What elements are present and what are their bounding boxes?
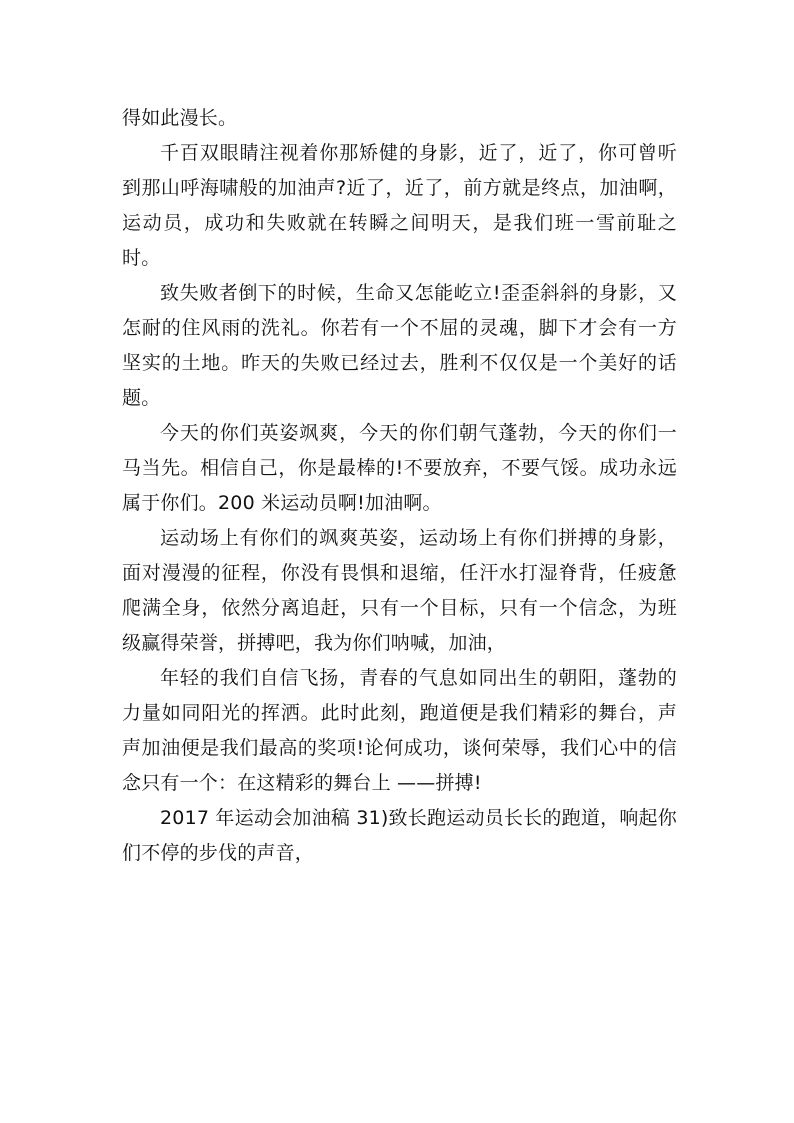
document-body bbox=[122, 101, 677, 871]
paragraph-4: 今天的你们英姿飒爽，今天的你们朝气蓬勃，今天的你们一马当先。相信自己，你是最棒的!不要放弃，不要气馁。成功永远属于你们。200 米运动员啊!加油啊。 bbox=[122, 422, 677, 514]
paragraph-1: 得如此漫长。 bbox=[122, 107, 238, 129]
paragraph-5: 运动场上有你们的飒爽英姿，运动场上有你们拼搏的身影，面对漫漫的征程，你没有畏惧和退缩，任汗水打湿脊背，任疲惫爬满全身，依然分离追赶，只有一个目标，只有一个信念，为班级赢得荣誉，拼搏吧，我为你们呐喊，加油， bbox=[122, 527, 677, 654]
paragraph-6: 年轻的我们自信飞扬，青春的气息如同出生的朝阳，蓬勃的力量如同阳光的挥洒。此时此刻，跑道便是我们精彩的舞台，声声加油便是我们最高的奖项!论何成功，谈何荣辱，我们心中的信念只有一个：在这精彩的舞台上 ——拼搏! bbox=[122, 667, 677, 794]
paragraph-2: 千百双眼睛注视着你那矫健的身影，近了，近了，你可曾听到那山呼海啸般的加油声?近了，近了，前方就是终点，加油啊，运动员，成功和失败就在转瞬之间明天，是我们班一雪前耻之时。 bbox=[122, 142, 677, 269]
paragraph-7: 2017 年运动会加油稿 31)致长跑运动员长长的跑道，响起你们不停的步伐的声音， bbox=[122, 807, 677, 864]
paragraph-3: 致失败者倒下的时候，生命又怎能屹立!歪歪斜斜的身影，又怎耐的住风雨的洗礼。你若有一个不屈的灵魂，脚下才会有一方坚实的土地。昨天的失败已经过去，胜利不仅仅是一个美好的话题。 bbox=[122, 282, 677, 409]
